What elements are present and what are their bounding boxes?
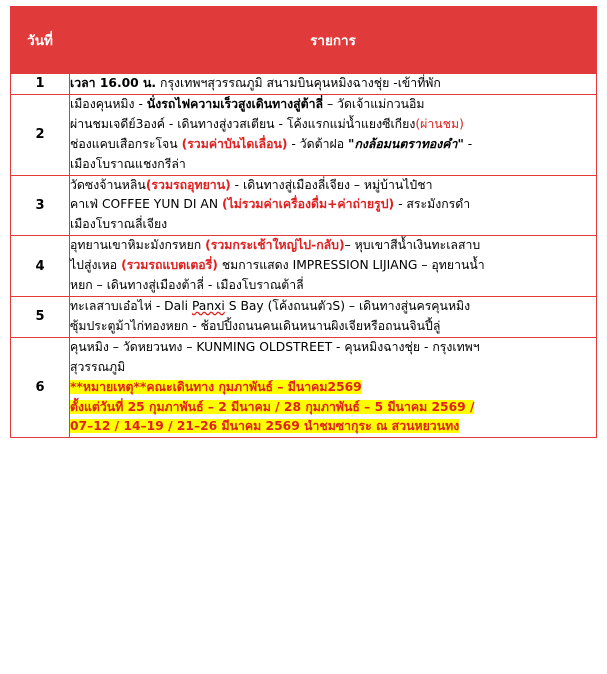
detail-text-segment: (ไม่รวมค่าเครื่องดื่ม+ค่าถ่ายรูป) xyxy=(221,197,395,212)
table-row xyxy=(11,337,597,438)
detail-text-segment: ชมการแสดง IMPRESSION LIJIANG – อุทยานน้ำ xyxy=(217,258,485,273)
detail-line xyxy=(70,398,596,418)
table-row xyxy=(11,94,597,175)
day-number-cell: 4 xyxy=(11,236,70,297)
detail-text-segment: S Bay (โค้งถนนตัวS) – เดินทางสู่นครคุนหมิง xyxy=(224,298,471,313)
day-detail-cell xyxy=(70,94,597,175)
table-header xyxy=(11,7,597,74)
detail-text-segment: หยก – เดินทางสู่เมืองต้าลี่ - เมืองโบราณต้าลี่ xyxy=(70,278,304,293)
detail-text-segment: - วัดต้าฝอ xyxy=(287,136,349,151)
detail-text-segment: (รวมรถแบตเตอรี่) xyxy=(121,258,218,273)
detail-text-segment: – หุบเขาสีน้ำเงินทะเลสาบ xyxy=(344,238,481,253)
detail-text-segment: วัดซงจ้านหลิน xyxy=(70,177,146,192)
detail-text-segment: คุนหมิง – วัดหยวนทง – KUNMING OLDSTREET - คุนหมิงฉางชุ่ย - กรุงเทพฯ xyxy=(70,339,480,354)
detail-line xyxy=(70,276,596,296)
detail-line xyxy=(70,236,596,256)
table-row xyxy=(11,236,597,297)
detail-text-segment: ช่องแคบเสือกระโจน xyxy=(70,136,182,151)
detail-text-segment: - เดินทางสู่เมืองลี่เจียง – หมู่บ้านไป๋ชา xyxy=(230,177,433,192)
detail-text-segment: ผ่านชมเจดีย์3องค์ - เดินทางสู่งวสเตียน - โค้งแรกแม่น้ำแยงซีเกียง xyxy=(70,116,416,131)
detail-line xyxy=(70,74,596,94)
detail-text-segment: (รวมรถอุทยาน) xyxy=(145,177,231,192)
detail-text-segment: เมืองโบราณแชงกรีล่า xyxy=(70,156,186,171)
day-detail-cell xyxy=(70,337,597,438)
table-row xyxy=(11,74,597,95)
detail-text-segment: (รวมกระเช้าใหญ่ไป-กลับ) xyxy=(205,238,345,253)
table-header-row xyxy=(11,7,597,74)
day-number-cell: 3 xyxy=(11,175,70,236)
column-header-date: วันที่ xyxy=(11,7,70,74)
detail-text-segment: อุทยานเขาหิมะมังกรหยก xyxy=(70,238,206,253)
detail-line xyxy=(70,317,596,337)
table-body xyxy=(11,74,597,438)
itinerary-sheet xyxy=(0,6,607,674)
detail-line xyxy=(70,95,596,115)
detail-text-segment: เมืองคุนหมิง - xyxy=(70,96,147,111)
detail-text-segment: เวลา 16.00 น. xyxy=(70,76,157,90)
day-number-cell: 2 xyxy=(11,94,70,175)
day-number-cell: 1 xyxy=(11,74,70,95)
day-number-cell: 5 xyxy=(11,296,70,337)
detail-line xyxy=(70,115,596,135)
detail-text-segment: คาเฟ่ COFFEE YUN DI AN xyxy=(70,197,222,212)
detail-line xyxy=(70,195,596,215)
detail-text-segment: ไปสู่งเหอ xyxy=(70,258,122,273)
detail-line xyxy=(70,378,596,398)
detail-line xyxy=(70,338,596,358)
detail-text-segment: กรุงเทพฯสุวรรณภูมิ สนามบินคุนหมิงฉางชุ่ย -เข้าที่พัก xyxy=(156,76,441,90)
detail-text-segment: Panxi xyxy=(191,298,225,313)
detail-line xyxy=(70,297,596,317)
detail-text-segment: (รวมค่าบันไดเลื่อน) xyxy=(181,136,288,151)
day-number-cell: 6 xyxy=(11,337,70,438)
day-detail-cell xyxy=(70,74,597,95)
table-row xyxy=(11,296,597,337)
detail-line xyxy=(70,215,596,235)
detail-text-segment: (ผ่านชม) xyxy=(415,116,464,131)
detail-text-segment: เมืองโบราณลี่เจียง xyxy=(70,217,168,232)
detail-text-segment: 07–12 / 14–19 / 21–26 มีนาคม 2569 นำชมซากุระ ณ สวนหยวนทง xyxy=(70,419,460,434)
detail-text-segment: – วัดเจ้าแม่กวนอิม xyxy=(323,96,425,111)
detail-text-segment: สุวรรณภูมิ xyxy=(70,359,126,374)
detail-line xyxy=(70,417,596,437)
detail-text-segment: - xyxy=(463,136,473,151)
detail-line xyxy=(70,135,596,155)
detail-text-segment: นั่งรถไฟความเร็วสูงเดินทางสู่ต้าลี่ xyxy=(146,96,324,111)
detail-text-segment: - สระมังกรดำ xyxy=(394,197,471,212)
day-detail-cell xyxy=(70,236,597,297)
day-detail-cell xyxy=(70,175,597,236)
column-header-detail: รายการ xyxy=(70,7,597,74)
detail-line xyxy=(70,176,596,196)
detail-text-segment: ซุ้มประตูม้าไก่ทองหยก - ช้อปปิ้งถนนคนเดินหนานผิงเจียหรือถนนจินปี้ลู่ xyxy=(70,318,441,333)
table-row xyxy=(11,175,597,236)
detail-line xyxy=(70,256,596,276)
itinerary-table xyxy=(10,6,597,438)
day-detail-cell xyxy=(70,296,597,337)
detail-text-segment: "กงล้อมนตราทองคำ" xyxy=(348,136,464,151)
detail-line xyxy=(70,358,596,378)
detail-line xyxy=(70,155,596,175)
detail-text-segment: **หมายเหตุ**คณะเดินทาง กุมภาพันธ์ – มีนาคม2569 xyxy=(70,379,362,394)
detail-text-segment: ทะเลสาบเอ๋อไห่ - Dali xyxy=(70,298,192,313)
detail-text-segment: ตั้งแต่วันที่ 25 กุมภาพันธ์ – 2 มีนาคม / 28 กุมภาพันธ์ – 5 มีนาคม 2569 / xyxy=(70,399,475,414)
